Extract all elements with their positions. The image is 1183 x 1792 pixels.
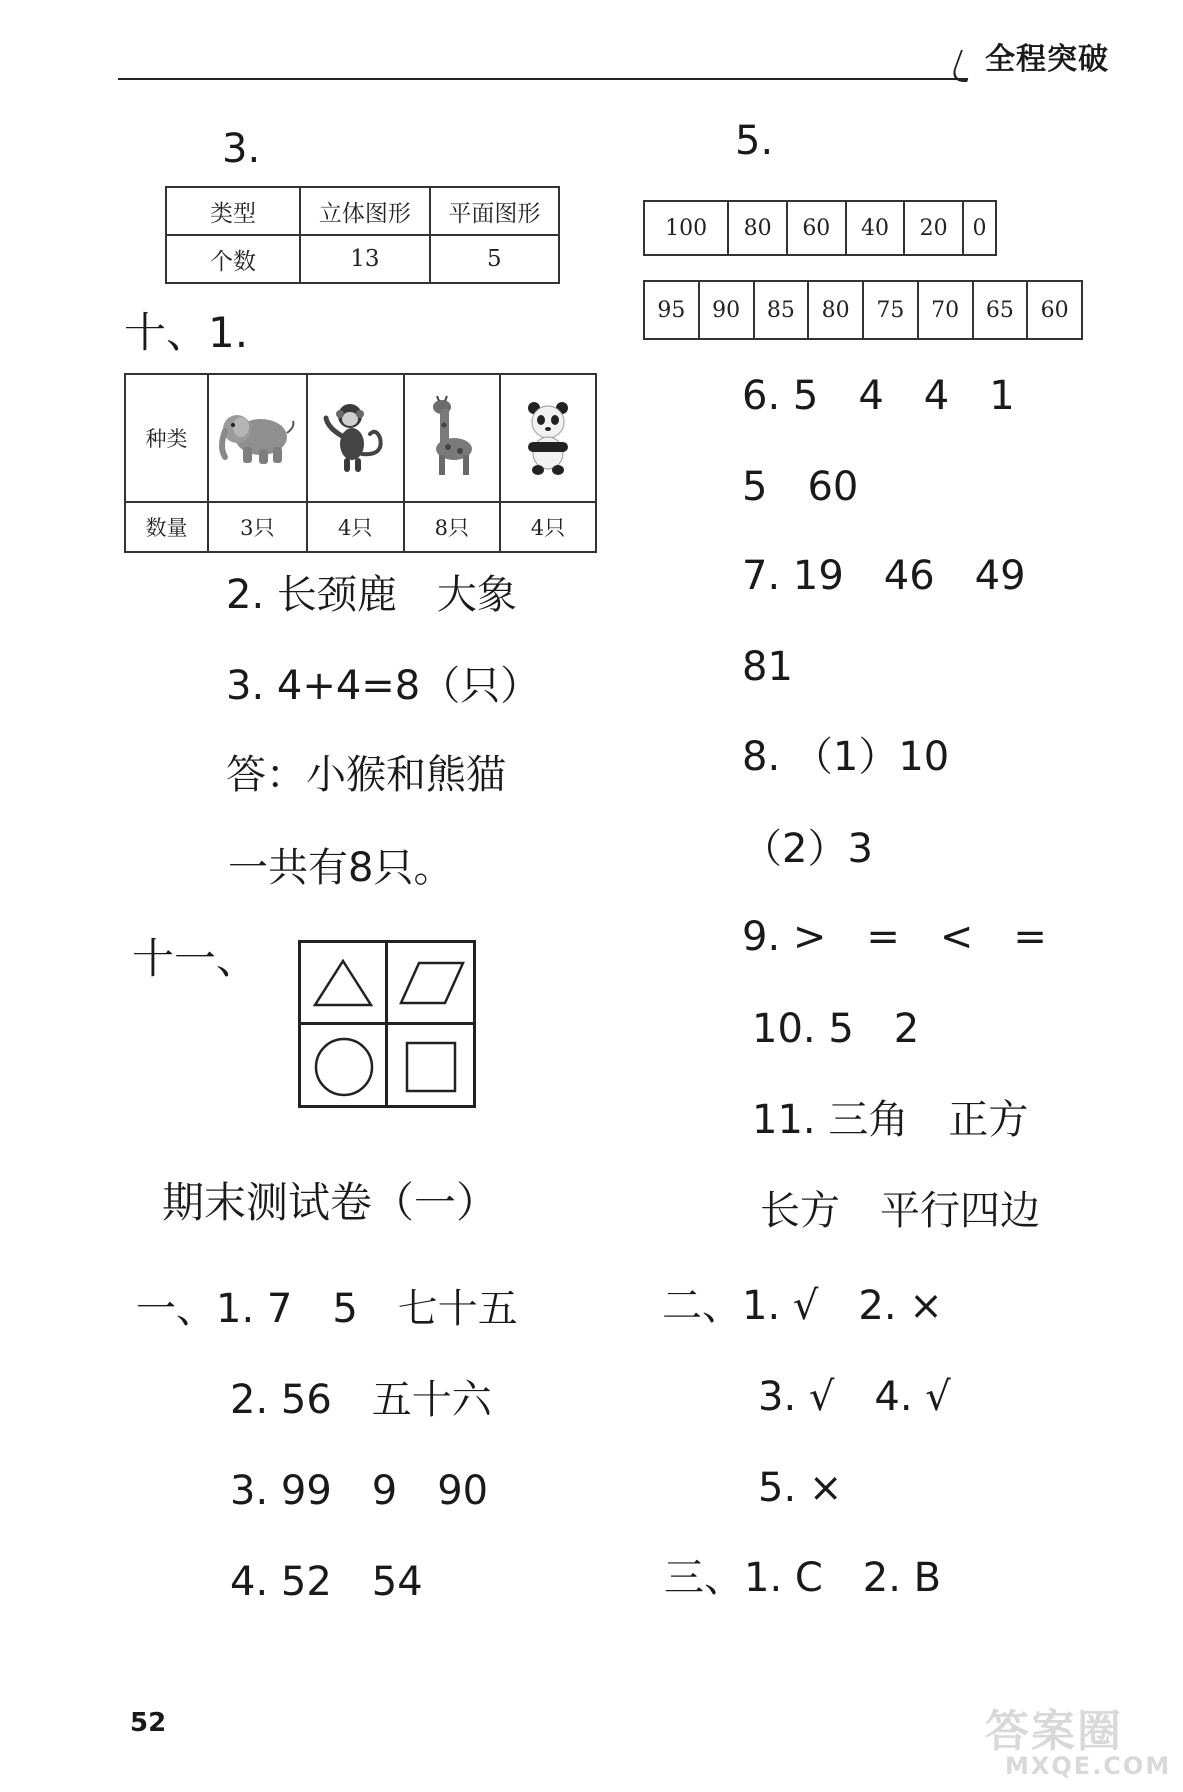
count-monkey: 4只 (307, 502, 404, 552)
triangle-icon (311, 953, 375, 1013)
elephant-icon (215, 403, 299, 473)
question-6-line-1: 6. 5 4 4 1 (742, 373, 1015, 419)
count-panda: 4只 (500, 502, 596, 552)
table-row-label-kind: 种类 (125, 374, 208, 502)
seq1-cell: 60 (787, 201, 846, 255)
table-row-label-quantity: 数量 (125, 502, 208, 552)
table-header-plane: 平面图形 (430, 187, 559, 235)
section-10-answer-line-1: 答：小猴和熊猫 (226, 752, 506, 798)
sequence-table-1 (643, 200, 997, 256)
animal-count-table (124, 373, 597, 553)
parallelogram-icon (397, 955, 467, 1011)
section-10-q2: 2. 长颈鹿 大象 (226, 572, 517, 618)
monkey-icon (320, 398, 390, 478)
animal-cell-giraffe (404, 374, 500, 502)
question-8-line-2: （2）3 (742, 826, 873, 872)
part-2-q1: 二、1. √ 2. × (662, 1283, 943, 1329)
seq2-cell: 90 (699, 281, 754, 339)
seq2-cell: 70 (918, 281, 973, 339)
shape-grid-divider-horizontal (301, 1022, 473, 1025)
square-icon (401, 1037, 461, 1097)
question-10: 10. 5 2 (752, 1006, 920, 1052)
seq1-cell: 80 (728, 201, 787, 255)
count-elephant: 3只 (208, 502, 307, 552)
question-7-line-1: 7. 19 46 49 (742, 553, 1026, 599)
seq2-cell: 60 (1027, 281, 1082, 339)
question-8-line-1: 8. （1）10 (742, 734, 950, 780)
seq1-cell: 100 (644, 201, 728, 255)
section-10-label: 十、1. (124, 308, 249, 357)
watermark-logo: 答案圈 (985, 1706, 1123, 1757)
table-cell-plane-count: 5 (430, 235, 559, 283)
panda-icon (518, 398, 578, 478)
count-giraffe: 8只 (404, 502, 500, 552)
seq2-cell: 80 (808, 281, 863, 339)
table-header-type: 类型 (166, 187, 300, 235)
question-3-label: 3. (222, 126, 261, 172)
part-1-q3: 3. 99 9 90 (230, 1468, 489, 1514)
seq1-cell: 0 (963, 201, 996, 255)
part-1-q4: 4. 52 54 (230, 1559, 423, 1605)
part-2-q2: 3. √ 4. √ (758, 1374, 951, 1420)
giraffe-icon (422, 395, 482, 481)
seq1-cell: 40 (846, 201, 905, 255)
question-7-line-2: 81 (742, 644, 793, 690)
part-1-q2: 2. 56 五十六 (230, 1377, 492, 1423)
question-9: 9. > = < = (742, 914, 1047, 960)
shape-count-table (165, 186, 560, 284)
part-1-q1: 一、1. 7 5 七十五 (136, 1286, 518, 1332)
seq1-cell: 20 (904, 201, 963, 255)
seq2-cell: 95 (644, 281, 699, 339)
section-10-q3: 3. 4+4=8（只） (226, 663, 541, 709)
part-3-q1: 三、1. C 2. B (664, 1555, 942, 1601)
animal-cell-monkey (307, 374, 404, 502)
question-6-line-2: 5 60 (742, 464, 859, 510)
table-header-solid: 立体图形 (300, 187, 430, 235)
animal-cell-panda (500, 374, 596, 502)
header-brand: 全程突破 (985, 42, 1109, 77)
seq2-cell: 65 (973, 281, 1028, 339)
question-5-label: 5. (735, 118, 774, 164)
question-11-line-2: 长方 平行四边 (760, 1188, 1040, 1234)
sequence-table-2 (643, 280, 1083, 340)
animal-cell-elephant (208, 374, 307, 502)
circle-icon (311, 1035, 377, 1099)
section-10-answer-line-2: 一共有8只。 (228, 845, 454, 891)
header-rule (118, 78, 968, 80)
table-cell-solid-count: 13 (300, 235, 430, 283)
section-11-label: 十一、 (132, 934, 259, 983)
table-row-label-count: 个数 (166, 235, 300, 283)
watermark-url: MXQE.COM (1005, 1752, 1172, 1780)
page-number: 52 (130, 1708, 167, 1738)
question-11-line-1: 11. 三角 正方 (752, 1097, 1029, 1143)
part-2-q3: 5. × (758, 1465, 843, 1511)
exam-title: 期末测试卷（一） (162, 1178, 499, 1227)
seq2-cell: 75 (863, 281, 918, 339)
shape-grid (298, 940, 476, 1108)
seq2-cell: 85 (754, 281, 809, 339)
header-curl-decoration (949, 50, 979, 82)
